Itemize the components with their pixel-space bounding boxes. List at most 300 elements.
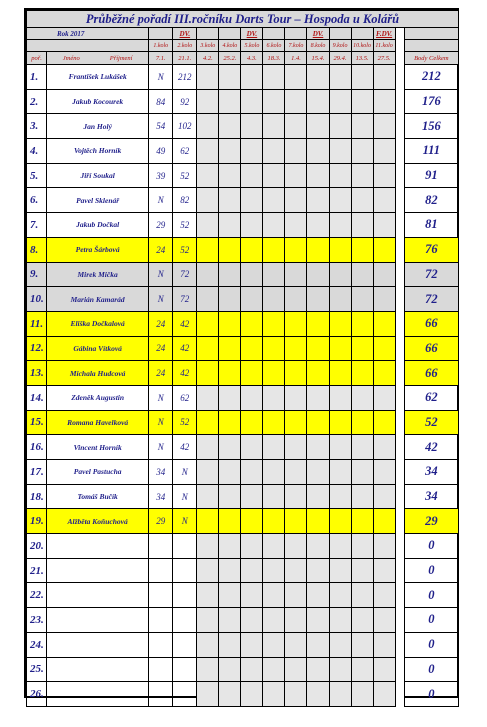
round-9-score <box>329 237 351 262</box>
round-10-score <box>351 460 373 485</box>
round-4-score <box>219 583 241 608</box>
page-title: Průběžné pořadí III.ročníku Darts Tour – Hospoda u Kolářů <box>27 11 459 28</box>
round-4-score <box>219 657 241 682</box>
round-10-score <box>351 435 373 460</box>
round-5-score <box>241 583 263 608</box>
round-10-score <box>351 534 373 559</box>
date-5: 4.3. <box>241 52 263 65</box>
round-11-score <box>373 188 395 213</box>
round-6-score <box>263 509 285 534</box>
round-7-score <box>285 534 307 559</box>
round-4-score <box>219 632 241 657</box>
round-10-score <box>351 213 373 238</box>
rank-cell: 24. <box>27 632 47 657</box>
round-6-score <box>263 311 285 336</box>
round-1-score: N <box>149 410 173 435</box>
player-name <box>47 632 149 657</box>
player-name: Mirek Mička <box>47 262 149 287</box>
player-name <box>47 608 149 633</box>
col-poradi: poř. <box>27 52 47 65</box>
round-11-score <box>373 608 395 633</box>
round-4-score <box>219 213 241 238</box>
round-4-score <box>219 65 241 90</box>
player-name: Michala Hudcová <box>47 361 149 386</box>
round-5-score <box>241 287 263 312</box>
table-row <box>27 632 459 657</box>
round-1-score: 24 <box>149 336 173 361</box>
round-2-score: 52 <box>173 410 197 435</box>
total-points: 52 <box>404 410 458 435</box>
round-8-score <box>307 509 329 534</box>
total-points: 0 <box>404 657 458 682</box>
round-9-score <box>329 163 351 188</box>
round-6-score <box>263 558 285 583</box>
round-3-score <box>197 608 219 633</box>
round-2-score <box>173 657 197 682</box>
round-1-score: N <box>149 188 173 213</box>
dv-mark-6 <box>263 28 285 40</box>
player-name <box>47 682 149 707</box>
round-7-score <box>285 361 307 386</box>
rank-cell: 14. <box>27 385 47 410</box>
round-8-score <box>307 262 329 287</box>
round-4-score <box>219 385 241 410</box>
round-3-score <box>197 336 219 361</box>
player-name: Jiří Soukal <box>47 163 149 188</box>
round-2-score: 42 <box>173 435 197 460</box>
round-4-score <box>219 139 241 164</box>
round-10-score <box>351 89 373 114</box>
round-1-score: 84 <box>149 89 173 114</box>
round-6-score <box>263 65 285 90</box>
player-name: Jakub Dočkal <box>47 213 149 238</box>
round-8-score <box>307 608 329 633</box>
round-3-score <box>197 311 219 336</box>
rank-cell: 26. <box>27 682 47 707</box>
round-2-score: 42 <box>173 311 197 336</box>
kolo-label-5: 5.kolo <box>241 40 263 52</box>
round-1-score: 24 <box>149 361 173 386</box>
round-6-score <box>263 460 285 485</box>
round-9-score <box>329 558 351 583</box>
dv-mark-2: DV. <box>173 28 197 40</box>
round-10-score <box>351 657 373 682</box>
round-9-score <box>329 361 351 386</box>
round-5-score <box>241 435 263 460</box>
round-2-score: 92 <box>173 89 197 114</box>
round-5-score <box>241 188 263 213</box>
round-9-score <box>329 139 351 164</box>
gap-cell <box>395 40 404 52</box>
round-10-score <box>351 410 373 435</box>
round-7-score <box>285 583 307 608</box>
round-5-score <box>241 410 263 435</box>
round-10-score <box>351 632 373 657</box>
year-label: Rok 2017 <box>27 28 149 40</box>
player-name <box>47 534 149 559</box>
round-10-score <box>351 558 373 583</box>
round-5-score <box>241 139 263 164</box>
kolo-label-10: 10.kolo <box>351 40 373 52</box>
player-name: Jan Holý <box>47 114 149 139</box>
round-1-score <box>149 632 173 657</box>
player-name: Alžběta Koňuchová <box>47 509 149 534</box>
round-8-score <box>307 139 329 164</box>
round-1-score <box>149 608 173 633</box>
round-8-score <box>307 237 329 262</box>
round-1-score <box>149 534 173 559</box>
round-9-score <box>329 509 351 534</box>
table-row <box>27 608 459 633</box>
round-5-score <box>241 682 263 707</box>
round-11-score <box>373 213 395 238</box>
total-points: 76 <box>404 237 458 262</box>
rank-cell: 20. <box>27 534 47 559</box>
round-5-score <box>241 262 263 287</box>
round-2-score: 62 <box>173 385 197 410</box>
total-points: 72 <box>404 287 458 312</box>
table-row <box>27 657 459 682</box>
round-11-score <box>373 89 395 114</box>
round-9-score <box>329 213 351 238</box>
date-8: 15.4. <box>307 52 329 65</box>
round-9-score <box>329 608 351 633</box>
player-name: František Lukášek <box>47 65 149 90</box>
gap-cell <box>395 139 404 164</box>
round-11-score <box>373 361 395 386</box>
round-11-score <box>373 632 395 657</box>
round-5-score <box>241 65 263 90</box>
total-header-spacer <box>404 28 458 40</box>
rank-cell: 15. <box>27 410 47 435</box>
rank-cell: 2. <box>27 89 47 114</box>
player-name: Marián Kamarád <box>47 287 149 312</box>
round-11-score <box>373 311 395 336</box>
total-points: 82 <box>404 188 458 213</box>
rank-cell: 17. <box>27 460 47 485</box>
gap-cell <box>395 361 404 386</box>
total-points: 0 <box>404 608 458 633</box>
round-9-score <box>329 89 351 114</box>
table-row <box>27 188 459 213</box>
round-5-score <box>241 632 263 657</box>
round-1-score: N <box>149 385 173 410</box>
round-1-score: 29 <box>149 213 173 238</box>
round-2-score: N <box>173 509 197 534</box>
round-11-score <box>373 410 395 435</box>
round-10-score <box>351 361 373 386</box>
round-2-score <box>173 632 197 657</box>
player-name: Gábina Vítková <box>47 336 149 361</box>
total-points: 66 <box>404 311 458 336</box>
player-name: Jakub Kocourek <box>47 89 149 114</box>
round-11-score <box>373 336 395 361</box>
round-11-score <box>373 558 395 583</box>
rank-cell: 9. <box>27 262 47 287</box>
table-row <box>27 484 459 509</box>
kolo-label-4: 4.kolo <box>219 40 241 52</box>
round-7-score <box>285 237 307 262</box>
round-1-score: 34 <box>149 484 173 509</box>
round-11-score <box>373 657 395 682</box>
round-6-score <box>263 213 285 238</box>
date-1: 7.1. <box>149 52 173 65</box>
player-name: Eliška Dočkalová <box>47 311 149 336</box>
rank-cell: 1. <box>27 65 47 90</box>
round-1-score: 54 <box>149 114 173 139</box>
round-8-score <box>307 534 329 559</box>
round-9-score <box>329 632 351 657</box>
round-3-score <box>197 262 219 287</box>
kolo-label-11: 11.kolo <box>373 40 395 52</box>
gap-cell <box>395 311 404 336</box>
round-3-score <box>197 534 219 559</box>
round-7-score <box>285 65 307 90</box>
kolo-spacer <box>27 40 149 52</box>
round-7-score <box>285 139 307 164</box>
round-7-score <box>285 435 307 460</box>
player-name <box>47 657 149 682</box>
round-5-score <box>241 311 263 336</box>
round-9-score <box>329 262 351 287</box>
round-1-score <box>149 583 173 608</box>
round-2-score: 52 <box>173 213 197 238</box>
gap-cell <box>395 657 404 682</box>
round-7-score <box>285 682 307 707</box>
round-6-score <box>263 89 285 114</box>
gap-cell <box>395 509 404 534</box>
round-1-score <box>149 657 173 682</box>
round-7-score <box>285 558 307 583</box>
round-5-score <box>241 385 263 410</box>
gap-cell <box>395 608 404 633</box>
round-3-score <box>197 583 219 608</box>
round-9-score <box>329 460 351 485</box>
kolo-label-3: 3.kolo <box>197 40 219 52</box>
round-1-score: 49 <box>149 139 173 164</box>
gap-cell <box>395 484 404 509</box>
round-10-score <box>351 509 373 534</box>
gap-cell <box>395 287 404 312</box>
round-6-score <box>263 484 285 509</box>
round-8-score <box>307 460 329 485</box>
round-6-score <box>263 287 285 312</box>
round-9-score <box>329 682 351 707</box>
gap-cell <box>395 336 404 361</box>
gap-cell <box>395 435 404 460</box>
date-11: 27.5. <box>373 52 395 65</box>
round-1-score: 39 <box>149 163 173 188</box>
round-8-score <box>307 657 329 682</box>
total-points: 91 <box>404 163 458 188</box>
dv-mark-1 <box>149 28 173 40</box>
round-5-score <box>241 89 263 114</box>
table-row <box>27 163 459 188</box>
col-body-celkem: Body Celkem <box>404 52 458 65</box>
dv-mark-9 <box>329 28 351 40</box>
total-points: 0 <box>404 682 458 707</box>
round-5-score <box>241 213 263 238</box>
table-row <box>27 287 459 312</box>
round-5-score <box>241 534 263 559</box>
player-name: Vojtěch Horník <box>47 139 149 164</box>
round-6-score <box>263 163 285 188</box>
round-5-score <box>241 237 263 262</box>
round-3-score <box>197 509 219 534</box>
round-3-score <box>197 287 219 312</box>
round-9-score <box>329 583 351 608</box>
round-8-score <box>307 583 329 608</box>
gap-cell <box>395 558 404 583</box>
round-3-score <box>197 139 219 164</box>
dv-mark-7 <box>285 28 307 40</box>
total-points: 29 <box>404 509 458 534</box>
round-8-score <box>307 385 329 410</box>
round-11-score <box>373 509 395 534</box>
round-8-score <box>307 361 329 386</box>
round-2-score: 52 <box>173 163 197 188</box>
gap-cell <box>395 385 404 410</box>
rank-cell: 23. <box>27 608 47 633</box>
date-3: 4.2. <box>197 52 219 65</box>
total-points: 34 <box>404 460 458 485</box>
kolo-label-2: 2.kolo <box>173 40 197 52</box>
round-4-score <box>219 361 241 386</box>
date-4: 25.2. <box>219 52 241 65</box>
round-7-score <box>285 410 307 435</box>
round-11-score <box>373 484 395 509</box>
total-points: 81 <box>404 213 458 238</box>
table-row <box>27 65 459 90</box>
standings-table <box>26 10 459 707</box>
round-7-score <box>285 385 307 410</box>
gap-cell <box>395 213 404 238</box>
round-11-score <box>373 287 395 312</box>
round-9-score <box>329 114 351 139</box>
round-5-score <box>241 558 263 583</box>
round-3-score <box>197 435 219 460</box>
kolo-label-1: 1.kolo <box>149 40 173 52</box>
round-2-score: 82 <box>173 188 197 213</box>
gap-cell <box>395 89 404 114</box>
total-points: 42 <box>404 435 458 460</box>
round-2-score: 62 <box>173 139 197 164</box>
table-row <box>27 237 459 262</box>
dv-mark-5: DV. <box>241 28 263 40</box>
round-11-score <box>373 65 395 90</box>
kolo-label-7: 7.kolo <box>285 40 307 52</box>
round-4-score <box>219 435 241 460</box>
round-9-score <box>329 410 351 435</box>
gap-cell <box>395 114 404 139</box>
player-name: Tomáš Bučík <box>47 484 149 509</box>
round-3-score <box>197 361 219 386</box>
total-points: 111 <box>404 139 458 164</box>
round-6-score <box>263 385 285 410</box>
table-row <box>27 583 459 608</box>
round-8-score <box>307 435 329 460</box>
date-9: 29.4. <box>329 52 351 65</box>
round-6-score <box>263 336 285 361</box>
total-points: 34 <box>404 484 458 509</box>
round-7-score <box>285 213 307 238</box>
rank-cell: 16. <box>27 435 47 460</box>
round-2-score: 42 <box>173 336 197 361</box>
rank-cell: 13. <box>27 361 47 386</box>
round-3-score <box>197 65 219 90</box>
round-6-score <box>263 188 285 213</box>
gap-cell <box>395 410 404 435</box>
total-points: 66 <box>404 336 458 361</box>
dv-mark-4 <box>219 28 241 40</box>
round-11-score <box>373 139 395 164</box>
round-8-score <box>307 287 329 312</box>
round-4-score <box>219 460 241 485</box>
dv-mark-8: DV. <box>307 28 329 40</box>
round-7-score <box>285 114 307 139</box>
round-5-score <box>241 163 263 188</box>
round-6-score <box>263 361 285 386</box>
round-4-score <box>219 188 241 213</box>
rank-cell: 6. <box>27 188 47 213</box>
gap-cell <box>395 52 404 65</box>
total-points: 72 <box>404 262 458 287</box>
table-row <box>27 213 459 238</box>
round-6-score <box>263 682 285 707</box>
player-name: Pavel Sklenář <box>47 188 149 213</box>
total-points: 156 <box>404 114 458 139</box>
gap-cell <box>395 262 404 287</box>
gap-cell <box>395 632 404 657</box>
round-10-score <box>351 682 373 707</box>
rank-cell: 10. <box>27 287 47 312</box>
table-row <box>27 361 459 386</box>
round-5-score <box>241 509 263 534</box>
round-10-score <box>351 385 373 410</box>
dv-mark-10 <box>351 28 373 40</box>
round-2-score: 52 <box>173 237 197 262</box>
round-2-score <box>173 583 197 608</box>
round-8-score <box>307 410 329 435</box>
round-3-score <box>197 410 219 435</box>
round-7-score <box>285 287 307 312</box>
round-9-score <box>329 336 351 361</box>
round-1-score: N <box>149 435 173 460</box>
rank-cell: 3. <box>27 114 47 139</box>
round-11-score <box>373 114 395 139</box>
round-11-score <box>373 385 395 410</box>
round-7-score <box>285 163 307 188</box>
gap-cell <box>395 163 404 188</box>
round-8-score <box>307 89 329 114</box>
round-7-score <box>285 632 307 657</box>
table-row <box>27 534 459 559</box>
round-7-score <box>285 89 307 114</box>
rank-cell: 11. <box>27 311 47 336</box>
round-8-score <box>307 632 329 657</box>
round-7-score <box>285 188 307 213</box>
round-5-score <box>241 460 263 485</box>
round-1-score: 34 <box>149 460 173 485</box>
gap-cell <box>395 188 404 213</box>
round-6-score <box>263 114 285 139</box>
round-9-score <box>329 484 351 509</box>
round-11-score <box>373 435 395 460</box>
round-3-score <box>197 188 219 213</box>
round-4-score <box>219 262 241 287</box>
round-3-score <box>197 114 219 139</box>
round-10-score <box>351 163 373 188</box>
